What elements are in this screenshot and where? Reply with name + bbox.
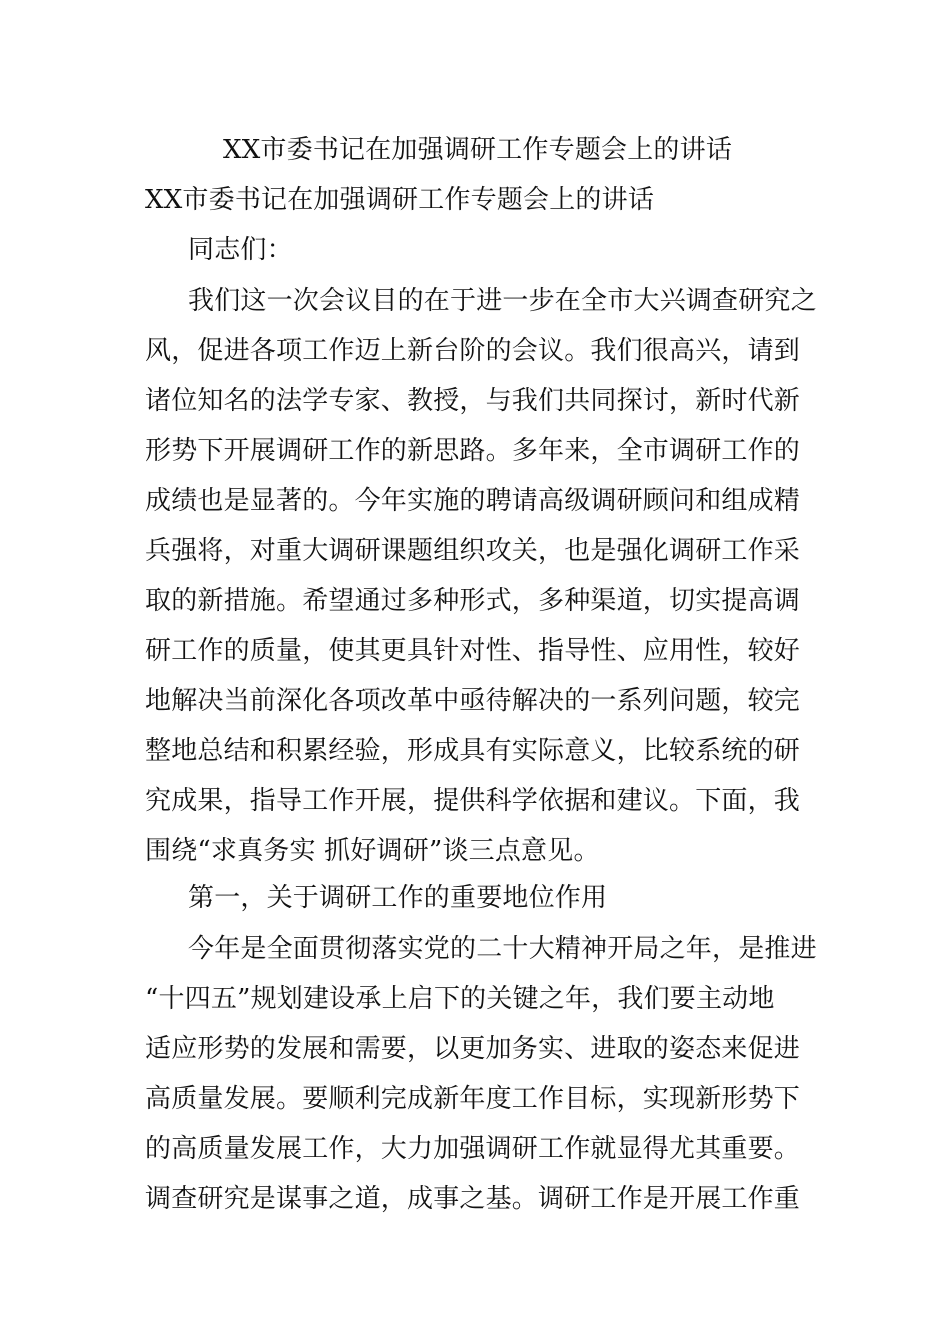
paragraph-line: 究成果，指导工作开展，提供科学依据和建议。下面，我: [145, 786, 801, 816]
paragraph-line: “十四五”规划建设承上启下的关键之年，我们要主动地: [145, 984, 775, 1014]
paragraph-line: 地解决当前深化各项改革中亟待解决的一系列问题，较完: [145, 686, 801, 716]
paragraph-line: 成绩也是显著的。今年实施的聘请高级调研顾问和组成精: [145, 486, 801, 516]
section-heading: 第一，关于调研工作的重要地位作用: [188, 883, 608, 913]
paragraph-line: 取的新措施。希望通过多种形式，多种渠道，切实提高调: [145, 586, 801, 616]
paragraph-line: 整地总结和积累经验，形成具有实际意义，比较系统的研: [145, 736, 801, 766]
paragraph-line: 今年是全面贯彻落实党的二十大精神开局之年，是推进: [188, 934, 817, 964]
paragraph-line: 兵强将，对重大调研课题组织攻关，也是强化调研工作采: [145, 536, 801, 566]
paragraph-line: 调查研究是谋事之道，成事之基。调研工作是开展工作重: [145, 1184, 801, 1214]
document-subtitle: XX市委书记在加强调研工作专题会上的讲话: [145, 185, 655, 215]
greeting-text: 同志们：: [188, 235, 293, 265]
paragraph-line: 高质量发展。要顺利完成新年度工作目标，实现新形势下: [145, 1084, 801, 1114]
paragraph-line: 研工作的质量，使其更具针对性、指导性、应用性，较好: [145, 636, 801, 666]
paragraph-line: 的高质量发展工作，大力加强调研工作就显得尤其重要。: [145, 1134, 801, 1164]
paragraph-line: 我们这一次会议目的在于进一步在全市大兴调查研究之: [188, 286, 817, 316]
paragraph-line: 诸位知名的法学专家、教授，与我们共同探讨，新时代新: [145, 386, 801, 416]
paragraph-line: 围绕“求真务实 抓好调研”谈三点意见。: [145, 836, 600, 866]
paragraph-line: 形势下开展调研工作的新思路。多年来，全市调研工作的: [145, 436, 801, 466]
document-title: XX市委书记在加强调研工作专题会上的讲话: [223, 135, 733, 165]
paragraph-line: 风，促进各项工作迈上新台阶的会议。我们很高兴，请到: [145, 336, 801, 366]
paragraph-line: 适应形势的发展和需要，以更加务实、进取的姿态来促进: [145, 1034, 801, 1064]
